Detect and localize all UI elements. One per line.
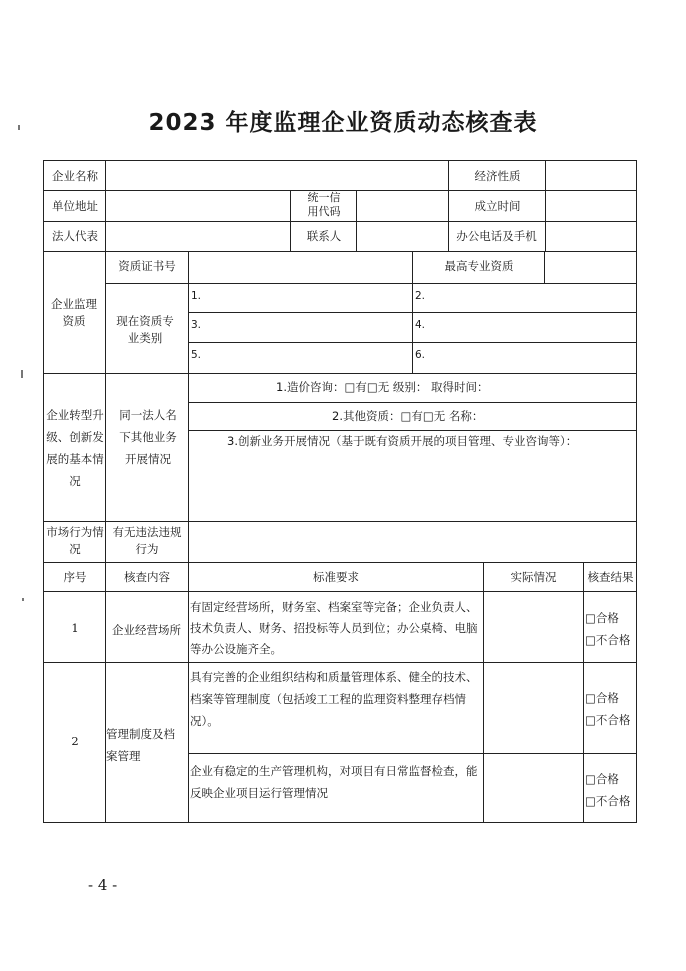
table-border-bottom — [43, 822, 637, 823]
row2-standard-b: 企业有稳定的生产管理机构，对项目有日常监督检查，能反映企业项目运行管理情况 — [190, 764, 478, 800]
established-label: 成立时间 — [474, 199, 521, 213]
scan-mark — [22, 598, 24, 601]
row2a-fail: □不合格 — [585, 713, 631, 727]
transform-label: 企业转型升级、创新发展的基本情况 — [46, 408, 104, 488]
supervision-label: 企业监理资质 — [51, 297, 97, 328]
credit-code-label: 统一信用代码 — [307, 191, 341, 218]
row1-content: 企业经营场所 — [112, 623, 181, 637]
table-border-right — [636, 160, 637, 822]
row2-standard-a: 具有完善的企业组织结构和质量管理体系、健全的技术、档案等管理制度（包括竣工工程的监理资料整理存档情况）。 — [190, 670, 478, 728]
market-label: 市场行为情况 — [46, 525, 104, 556]
slot-5: 5. — [191, 349, 202, 361]
header-content: 核查内容 — [124, 570, 170, 584]
scan-mark — [21, 370, 23, 378]
phone-label: 办公电话及手机 — [456, 229, 537, 243]
slot-4: 4. — [415, 319, 426, 331]
economic-nature-label: 经济性质 — [474, 169, 521, 183]
company-name-label: 企业名称 — [52, 169, 98, 183]
page-title: 2023 年度监理企业资质动态核查表 — [148, 110, 538, 136]
row2-content: 管理制度及档案管理 — [106, 727, 175, 763]
row2-seq: 2 — [71, 734, 79, 748]
same-legal-label: 同一法人名下其他业务开展情况 — [119, 408, 177, 466]
item-cost-consulting: 1.造价咨询：□有□无 级别： 取得时间： — [276, 380, 489, 394]
slot-1: 1. — [191, 290, 202, 302]
legal-rep-label: 法人代表 — [52, 229, 98, 243]
address-label: 单位地址 — [52, 199, 98, 213]
header-actual: 实际情况 — [510, 570, 557, 584]
cert-no-label: 资质证书号 — [118, 259, 176, 273]
row1-fail: □不合格 — [585, 633, 631, 647]
contact-label: 联系人 — [306, 229, 342, 243]
violation-label: 有无违法违规行为 — [112, 525, 182, 556]
item-innovation: 3.创新业务开展情况（基于既有资质开展的项目管理、专业咨询等）： — [227, 434, 578, 448]
slot-6: 6. — [415, 349, 426, 361]
page-number: - 4 - — [88, 876, 118, 894]
header-standard: 标准要求 — [313, 570, 359, 584]
item-other-qualification: 2.其他资质：□有□无 名称： — [332, 409, 484, 423]
row2b-pass: □合格 — [585, 772, 619, 786]
highest-label: 最高专业资质 — [444, 259, 514, 273]
row1-pass: □合格 — [585, 611, 619, 625]
slot-3: 3. — [191, 319, 202, 331]
row1-seq: 1 — [71, 621, 79, 635]
header-seq: 序号 — [63, 570, 87, 584]
table-border-top — [43, 160, 637, 161]
row2a-pass: □合格 — [585, 691, 619, 705]
row2b-fail: □不合格 — [585, 794, 631, 808]
current-category-label: 现在资质专业类别 — [116, 314, 174, 345]
scan-mark — [18, 125, 20, 130]
header-result: 核查结果 — [587, 570, 634, 584]
slot-2: 2. — [415, 290, 426, 302]
row1-standard: 有固定经营场所，财务室、档案室等完备；企业负责人、技术负责人、财务、招投标等人员到位；办公桌椅、电脑等办公设施齐全。 — [190, 600, 478, 656]
